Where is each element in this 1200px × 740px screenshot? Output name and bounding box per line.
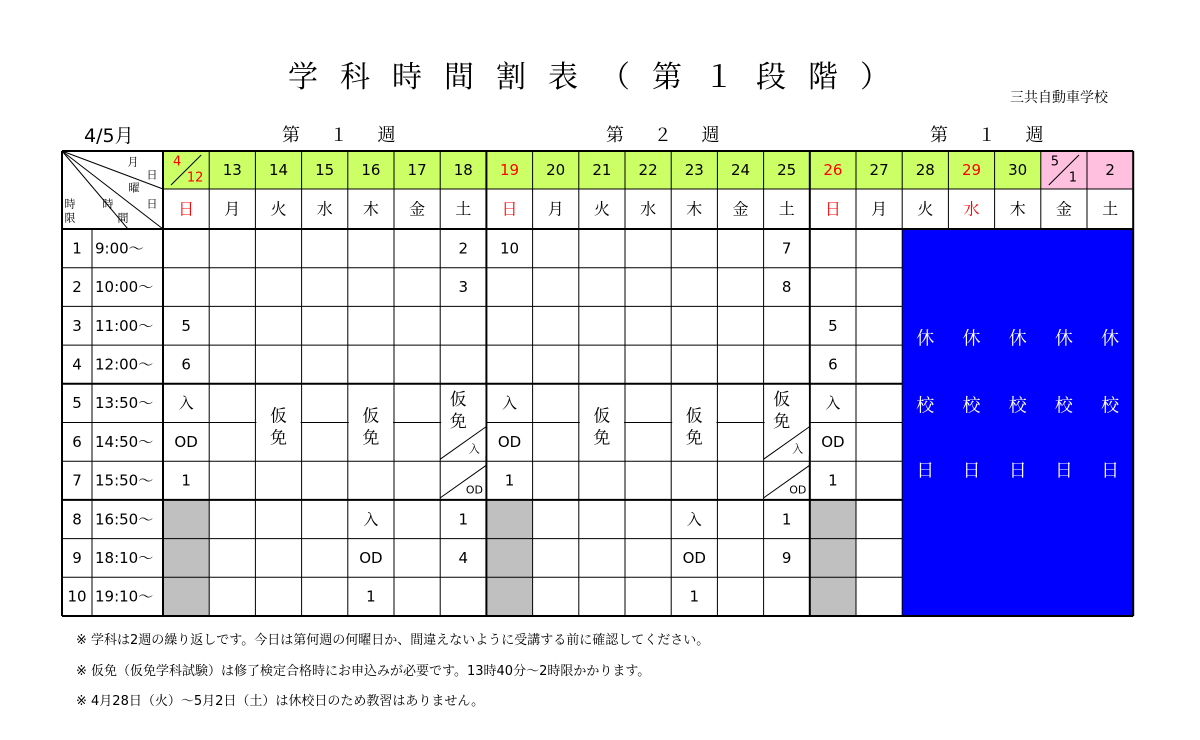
cell-value: 入 (825, 394, 841, 413)
date-label: 21 (592, 161, 612, 179)
date-label: 13 (222, 161, 242, 179)
corner-period-label: 時 (64, 197, 76, 211)
split-label: OD (789, 483, 807, 497)
closed-cell (486, 500, 532, 616)
cell-value: 5 (828, 316, 838, 335)
weekday-label: 木 (1009, 199, 1026, 219)
cell-value: 10 (499, 239, 520, 258)
kamen-label: 仮 (449, 389, 467, 410)
cell-value: 1 (689, 587, 700, 606)
closed-cell (163, 500, 209, 616)
cell-value: OD (682, 548, 706, 567)
period-time: 19:10～ (95, 587, 154, 606)
date-label: 12 (186, 170, 204, 186)
date-label: 4 (172, 154, 182, 170)
period-number: 6 (72, 432, 82, 451)
weekday-label: 金 (1055, 199, 1072, 219)
week-label-1: 第 １ 週 (282, 125, 408, 146)
holiday-text: 校 (1101, 395, 1120, 417)
weekday-label: 火 (270, 199, 287, 219)
corner-month-label: 月 (127, 155, 139, 169)
period-number: 8 (72, 510, 82, 529)
cell-value: 1 (828, 471, 838, 490)
note-1: ※ 学科は2週の繰り返しです。今日は第何週の何曜日か、間違えないように受講する前に確認してください。 (76, 633, 710, 648)
holiday-text: 日 (1101, 460, 1120, 482)
period-time: 18:10～ (95, 548, 154, 567)
note-3: ※ 4月28日（火）～5月2日（土）は休校日のため教習はありません。 (76, 694, 485, 709)
weekday-label: 日 (824, 199, 841, 219)
weekday-label: 月 (224, 199, 241, 219)
holiday-text: 日 (916, 460, 935, 482)
week-label-3: 第 １ 週 (930, 125, 1056, 146)
weekday-label: 水 (316, 199, 333, 219)
kamen-label: 免 (362, 428, 380, 449)
date-label: 27 (869, 161, 889, 179)
weekday-label: 水 (963, 199, 980, 219)
cell-value: 9 (781, 548, 792, 567)
split-label: 入 (792, 442, 804, 456)
cell-value: OD (497, 432, 522, 451)
period-number: 5 (72, 394, 82, 413)
period-time: 12:00～ (95, 355, 154, 374)
cell-value: 1 (458, 510, 469, 529)
weekday-label: 木 (362, 199, 379, 219)
date-label: 26 (823, 161, 843, 179)
holiday-block (902, 229, 1133, 616)
cell-value: 1 (181, 471, 191, 490)
date-label: 1 (1068, 170, 1078, 186)
date-label: 22 (638, 161, 658, 179)
weekday-label: 水 (640, 199, 657, 219)
cell-value: 6 (181, 355, 191, 374)
date-label: 2 (1105, 161, 1115, 179)
period-number: 10 (67, 587, 87, 606)
holiday-text: 休 (1054, 328, 1073, 350)
date-label: 18 (453, 161, 473, 179)
weekday-label: 土 (778, 199, 795, 219)
cell-value: 1 (366, 587, 376, 606)
period-number: 3 (72, 316, 82, 335)
period-number: 4 (72, 355, 82, 374)
period-time: 14:50～ (95, 432, 154, 451)
date-label: 28 (915, 161, 935, 179)
closed-cell (810, 500, 856, 616)
cell-value: 1 (504, 471, 515, 490)
weekday-label: 火 (593, 199, 610, 219)
cell-value: 7 (781, 239, 792, 258)
date-label: 19 (499, 161, 520, 179)
holiday-text: 校 (962, 395, 981, 417)
cell-value: 入 (686, 510, 702, 529)
period-number: 1 (72, 239, 82, 258)
weekday-label: 木 (686, 199, 703, 219)
holiday-text: 日 (1008, 460, 1027, 482)
period-time: 11:00～ (95, 316, 154, 335)
kamen-label: 免 (270, 428, 287, 449)
cell-value: OD (359, 548, 383, 567)
corner-time-label: 時 (102, 197, 114, 211)
period-number: 2 (72, 278, 82, 297)
date-label: 14 (268, 161, 289, 179)
cell-value: 入 (363, 510, 379, 529)
school-name: 三共自動車学校 (1010, 90, 1108, 106)
weekday-label: 日 (178, 199, 195, 219)
weekday-label: 日 (501, 199, 518, 219)
corner-time-label: 間 (117, 211, 129, 225)
date-label: 5 (1050, 154, 1060, 170)
period-time: 9:00～ (95, 239, 144, 258)
kamen-label: 免 (593, 428, 611, 449)
kamen-label: 仮 (685, 406, 703, 427)
date-label: 15 (315, 161, 335, 179)
weekday-label: 土 (1102, 199, 1119, 219)
date-label: 24 (730, 161, 751, 179)
split-label: OD (465, 483, 483, 497)
corner-diagonal (62, 151, 163, 229)
corner-day-label: 日 (146, 168, 158, 182)
cell-value: 8 (781, 278, 792, 297)
date-label: 30 (1008, 161, 1028, 179)
holiday-text: 校 (1008, 395, 1027, 417)
holiday-text: 休 (1101, 328, 1120, 350)
note-2: ※ 仮免（仮免学科試験）は修了検定合格時にお申込みが必要です。13時40分～2時限かかります。 (76, 664, 651, 679)
holiday-text: 休 (1008, 328, 1027, 350)
date-label: 23 (684, 161, 704, 179)
kamen-label: 免 (773, 411, 791, 432)
corner-day-label: 日 (146, 197, 158, 211)
weekday-label: 火 (917, 199, 934, 219)
cell-value: 5 (181, 316, 191, 335)
weekday-label: 月 (871, 199, 888, 219)
holiday-text: 日 (1054, 460, 1073, 482)
cell-value: 2 (458, 239, 469, 258)
date-label: 16 (361, 161, 381, 179)
corner-period-label: 限 (64, 211, 76, 225)
weekday-label: 土 (455, 199, 472, 219)
weekday-label: 金 (732, 199, 749, 219)
corner-weekday-label: 曜 (128, 181, 140, 195)
date-label: 29 (961, 161, 982, 179)
holiday-text: 休 (916, 328, 935, 350)
date-label: 17 (407, 161, 427, 179)
page-title: 学科時間割表（第１段階） (288, 60, 912, 95)
period-time: 10:00～ (95, 278, 154, 297)
cell-value: 入 (178, 394, 194, 413)
kamen-label: 仮 (773, 389, 791, 410)
period-number: 9 (72, 548, 82, 567)
kamen-label: 免 (449, 411, 467, 432)
kamen-label: 仮 (270, 406, 287, 427)
holiday-text: 校 (916, 395, 935, 417)
weekday-label: 金 (409, 199, 426, 219)
holiday-text: 休 (962, 328, 981, 350)
cell-value: 入 (501, 394, 518, 413)
split-label: 入 (468, 442, 480, 456)
date-label: 20 (546, 161, 566, 179)
period-time: 15:50～ (95, 471, 154, 490)
cell-value: 6 (828, 355, 838, 374)
holiday-text: 日 (962, 460, 981, 482)
month-label: 4/5月 (84, 125, 134, 147)
cell-value: 4 (458, 548, 469, 567)
cell-value: OD (174, 432, 198, 451)
cell-value: OD (821, 432, 845, 451)
weekday-label: 月 (547, 199, 564, 219)
kamen-label: 免 (685, 428, 703, 449)
week-label-2: 第 ２ 週 (606, 125, 732, 146)
period-time: 13:50～ (95, 394, 154, 413)
kamen-label: 仮 (593, 406, 611, 427)
date-label: 25 (777, 161, 797, 179)
holiday-text: 校 (1054, 395, 1073, 417)
kamen-label: 仮 (362, 406, 380, 427)
cell-value: 3 (458, 278, 469, 297)
period-number: 7 (72, 471, 82, 490)
period-time: 16:50～ (95, 510, 154, 529)
cell-value: 1 (781, 510, 792, 529)
